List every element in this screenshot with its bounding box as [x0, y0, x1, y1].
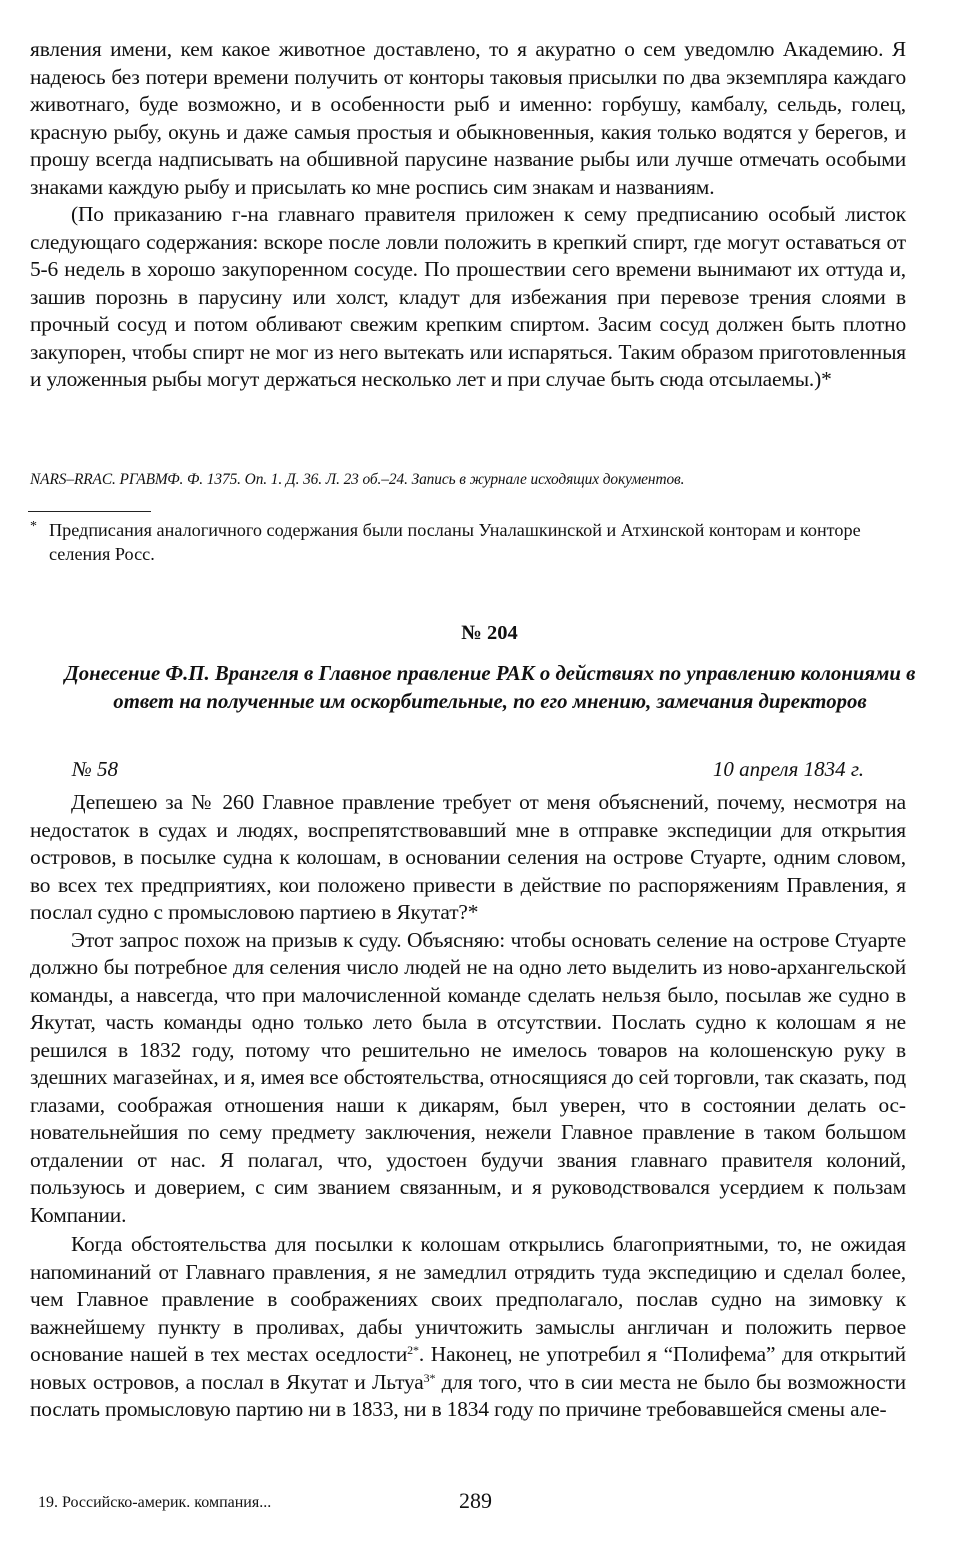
- page-footer: [38, 1488, 938, 1514]
- footnote-reference[interactable]: 2*: [407, 1343, 419, 1357]
- document-ref-number: № 58: [72, 757, 119, 781]
- archival-source-block: [30, 470, 906, 490]
- body-text: для того, что в сии места не было бы возможности послать промысловую партию ни в 1833, ни в 1834 году по причине требовавшейся смены але-: [30, 1369, 906, 1421]
- document-meta: [72, 756, 864, 783]
- continued-paragraph: явления имени, кем какое животное доставлено, то я акуратно о сем уведомлю Академию. Я надеюсь без потери времени получить от конторы таковыя присылки по два экземпляра каждаго животнаго, буде возможно, и в особенности рыб и именно: горбушу, камбалу, сельдь, голец, красную рыбу, окунь и даже самыя простыя и обыкновенныя, какия только водятся у берегов, и прошу всегда надписывать на обшивной парусине название рыбы или лучше отмечать особыми знаками каждую рыбу и присылать ко мне роспись сим знакам и названиям.: [30, 37, 906, 199]
- body-text: Когда обстоятельства для посылки к колошам открылись благоприятными, то, не ожидая напоминаний от Главнаго правления, я не замедлил отрядить туда экспедицию и сделал более, чем Главное правление в соображениях своих предполагало, послав судно на зимовку к важнейшему пункту в проливах, дабы уничтожить замыслы англичан и положить первое основание нашей в тех местах оседлости: [30, 1232, 906, 1366]
- document-date: 10 апреля 1834 г.: [712, 757, 864, 781]
- running-title: 19. Российско-америк. компания...: [38, 1494, 272, 1511]
- footnote-text: Предписания аналогичного содержания были посланы Уналашкинской и Атхинской конторам и конторе селения Росс.: [49, 520, 861, 564]
- document-body: [30, 789, 906, 1424]
- continued-text-block: [30, 36, 906, 394]
- body-paragraph: [30, 1231, 906, 1424]
- page-number: 289: [459, 1488, 492, 1513]
- body-text: . Наконец, не употребил я “Полифема” для открытий новых островов, а послал в Якутат и Льтуа: [30, 1342, 906, 1394]
- footnote: [30, 518, 910, 566]
- footnote-reference[interactable]: 3*: [423, 1370, 436, 1385]
- body-paragraph: Этот запрос похож на призыв к суду. Объясняю: чтобы основать селение на острове Стуарте должно бы потребное для селения число людей не на одно лето выделить из ново-архангельской команды, а навсегда, что при малочисленной команде сделать нельзя было, посылав же судно в Якутат, часть команды одно только лето была в отсутствии. Послать судно к колошам я не решился в 1832 году, потому что решительно не имелось товаров на колошенскую руку в здешних магазейнах, и я, имея все обстоятельства, относящияся до сей торговли, так сказать, под глазами, соображая отношения наши к дикарям, был уверен, что в состоянии делать основательнейшия по сему предмету заключения, нежели Главное правление в таком большом отдалении от нас. Я полагал, что, удостоен будучи звания главнаго правителя колоний, пользуюсь и доверием, с сим званием связанным, и я руководствовался усердием к пользам Компании.: [30, 927, 906, 1227]
- footnote-mark: *: [30, 519, 37, 534]
- document-title: Донесение Ф.П. Врангеля в Главное правление РАК о действиях по управлению колониями в ответ на полученные им оскорбительные, по его мнению, замечания директоров: [64, 662, 916, 713]
- parenthetical-paragraph: (По приказанию г-на главнаго правителя приложен к сему предписанию особый листок следующаго содержания: вскоре после ловли положить в крепкий спирт, где могут оставаться от 5-6 недель в хорошо закупоренном сосуде. По прошествии сего времени вынимают их оттуда и, зашив порознь в парусину или холст, кладут для избежания при перевозе трения слоями в прочный сосуд и потом обливают свежим крепким спиртом. Засим сосуд должен быть плотно закупорен, чтобы спирт не мог из него вытекать или испаряться. Таким образом приготовленныя и уложенныя рыбы могут держаться несколько лет и при случае быть сюда отсылаемы.)*: [30, 202, 906, 391]
- archival-source-note: NARS–RRAC. РГАВМФ. Ф. 1375. Оп. 1. Д. 36. Л. 23 об.–24. Запись в журнале исходящих документов.: [30, 471, 685, 488]
- body-paragraph: Депешею за № 260 Главное правление требует от меня объяснений, почему, несмотря на недостаток в судах и людях, воспрепятствовавший мне в отправке экспедиции для открытия островов, в посылке судна к колошам, в основании селения на острове Стуарте, одним словом, во всех тех предприятиях, кои положено привести в действие по распоряжениям Правления, я послал судно с промысловою партиею в Якутат?*: [30, 790, 906, 924]
- document-number: № 204: [461, 622, 518, 644]
- footnote-separator: [28, 511, 151, 512]
